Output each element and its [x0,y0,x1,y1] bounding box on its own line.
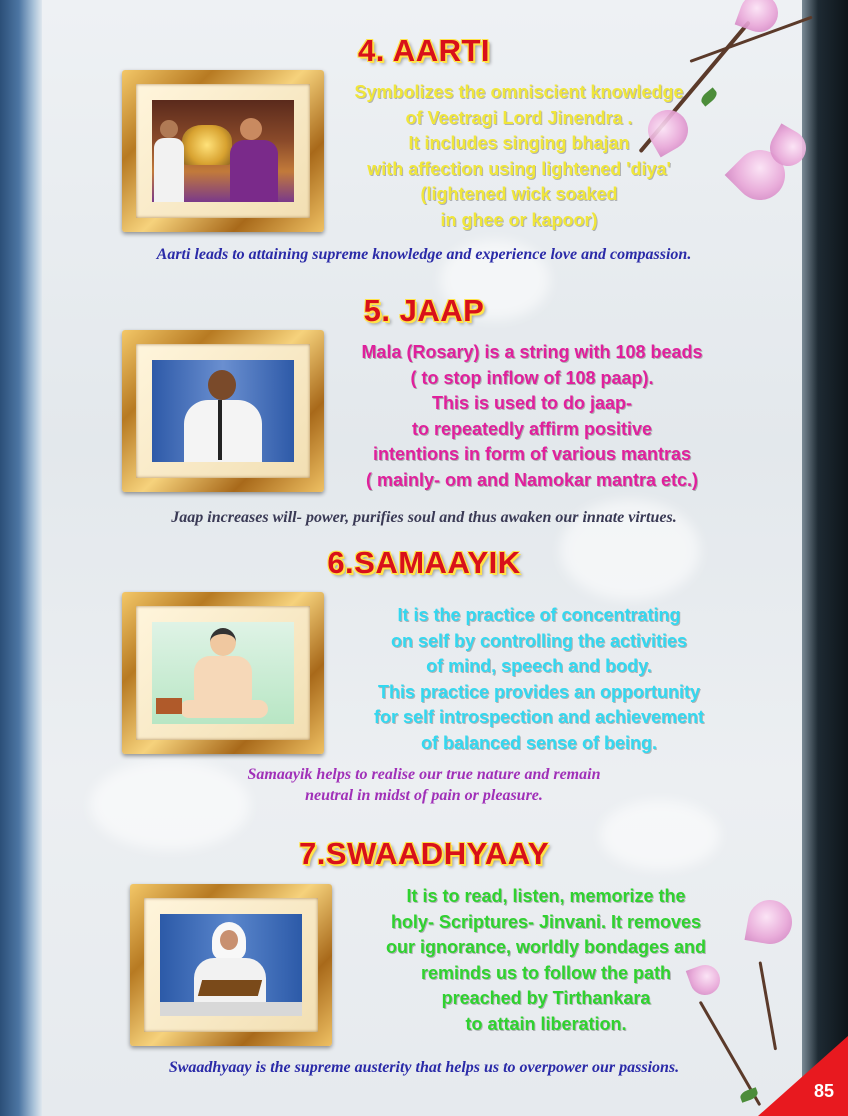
section-caption-jaap [60,507,788,528]
caption-line: Jaap increases will- power, purifies soul and thus awaken our innate virtues. [171,509,677,526]
section-body-jaap [332,340,732,493]
text-line: It is the practice of concentrating [397,605,681,625]
text-line: holy- Scriptures- Jinvani. It removes [390,911,702,932]
person-body-icon [230,140,278,202]
person-head-icon [240,118,262,140]
text-line: preached by Tirthankara [441,988,651,1008]
page-number: 85 [813,1081,834,1101]
section-caption-swaadhyaay [60,1057,788,1078]
blossom-icon [745,897,796,948]
microphone-icon [218,400,222,460]
person-head-icon [210,628,236,656]
swaadhyaay-photo [160,914,302,1016]
book-stand-icon [156,698,182,714]
text-line: of balanced sense of being. [420,732,658,753]
person-face-icon [220,930,238,950]
text-line: with affection using lightened 'diya' [367,158,671,179]
text-line: for self introspection and achievement [373,707,705,727]
section-heading-samaayik: 6.SAMAAYIK [327,545,521,580]
text-line: to attain liberation. [465,1013,627,1034]
text-line: our ignorance, worldly bondages and [385,937,707,957]
text-line: (lightened wick soaked [420,184,618,204]
text-line: Symbolizes the omniscient knowledge [354,82,684,102]
text-line: to repeatedly affirm positive [411,418,653,439]
text-line: It is to read, listen, memorize the [406,886,686,906]
aarti-lamp-icon [182,125,232,165]
text-line: of Veetragi Lord Jinendra . [405,107,633,128]
text-line: Mala (Rosary) is a string with 108 beads [361,342,703,362]
page-number-corner [758,1036,848,1116]
person-body-icon [184,400,262,462]
caption-line: Aarti leads to attaining supreme knowledge and experience love and compassion. [156,246,692,263]
person-body-icon [194,656,252,704]
person-head-icon [208,370,236,400]
scripture-book-icon [198,980,262,996]
photo-frame [122,330,324,492]
person-body-icon [154,138,184,202]
text-line: This is used to do jaap- [431,393,633,413]
caption-line: Samaayik helps to realise our true nature and remain [247,766,601,783]
table-surface [160,1002,302,1016]
text-line: reminds us to follow the path [420,962,671,983]
text-line: This practice provides an opportunity [377,681,701,702]
text-line: ( mainly- om and Namokar mantra etc.) [365,469,699,490]
section-body-aarti [332,80,706,233]
photo-frame [122,70,324,232]
aarti-photo [152,100,294,202]
caption-line: Swaadhyaay is the supreme austerity that helps us to overpower our passions. [168,1059,680,1076]
jaap-photo [152,360,294,462]
section-heading-swaadhyaay: 7.SWAADHYAAY [298,836,550,871]
text-line: It includes singing bhajan [408,133,630,153]
section-body-samaayik [344,603,734,756]
section-heading-aarti: 4. AARTI [357,33,491,68]
photo-frame [130,884,332,1046]
text-line: ( to stop inflow of 108 paap). [410,367,654,388]
text-line: in ghee or kapoor) [440,209,598,230]
crossed-legs-icon [180,700,268,718]
text-line: of mind, speech and body. [426,656,652,676]
section-caption-aarti [60,244,788,265]
person-head-icon [160,120,178,138]
section-heading-jaap: 5. JAAP [363,293,485,328]
text-line: intentions in form of various mantras [372,444,692,464]
samaayik-photo [152,622,294,724]
section-caption-samaayik [140,764,708,806]
section-body-swaadhyaay [346,884,746,1037]
caption-line: neutral in midst of pain or pleasure. [305,787,543,804]
text-line: on self by controlling the activities [390,630,688,651]
photo-frame [122,592,324,754]
